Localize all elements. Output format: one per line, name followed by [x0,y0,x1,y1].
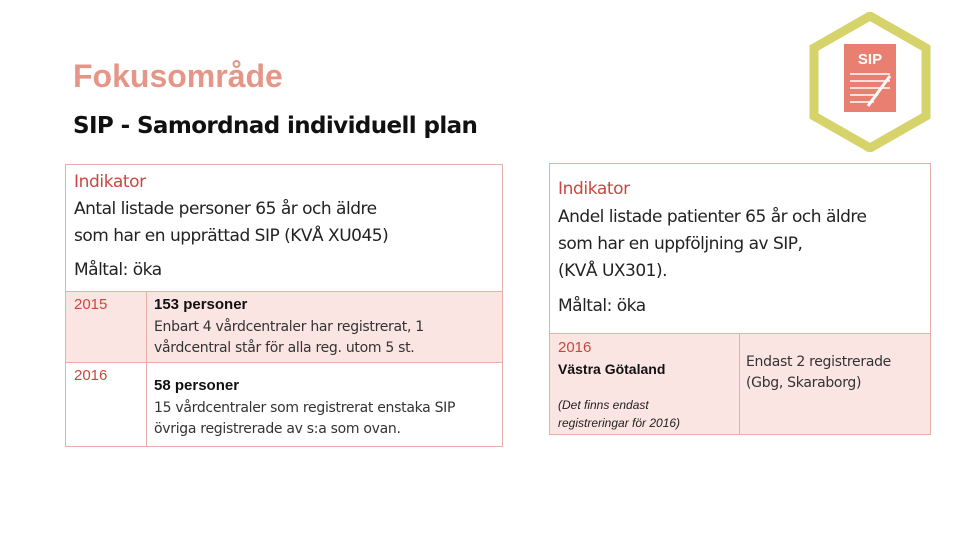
left-card-header [66,165,502,291]
row-result [746,352,891,394]
target-text: Måltal: öka [558,296,646,316]
right-indicator-card [549,163,931,435]
indicator-line-3: (KVÅ UX301). [558,261,668,281]
document-icon [844,44,896,112]
indicator-line-1: Andel listade patienter 65 år och äldre [558,207,867,227]
row-result-line-1: Endast 2 registrerade [746,354,891,370]
indicator-label: Indikator [74,172,146,192]
row-year: 2015 [74,296,108,313]
page-title: Fokusområde [73,58,283,94]
row-year: 2016 [558,339,592,356]
target-text: Måltal: öka [74,260,162,280]
column-divider [146,363,147,446]
page-subtitle: SIP - Samordnad individuell plan [73,113,478,139]
row-year: 2016 [74,367,108,384]
row-note-line-2: registreringar för 2016) [558,416,681,430]
row-description-line-2: vårdcentral står för alla reg. utom 5 st. [154,340,415,356]
indicator-label: Indikator [558,179,630,199]
region-label: Västra Götaland [558,361,666,377]
row-description-line-1: Enbart 4 vårdcentraler har registrerat, 1 [154,319,424,335]
indicator-line-1: Antal listade personer 65 år och äldre [74,199,377,219]
column-divider [146,292,147,363]
indicator-line-2: som har en upprättad SIP (KVÅ XU045) [74,226,389,246]
row-headline: 153 personer [154,296,248,313]
indicator-line-2: som har en uppföljning av SIP, [558,234,803,254]
row-note [558,396,680,432]
row-headline: 58 personer [154,377,240,394]
table-row [66,291,502,363]
sip-logo [808,12,932,152]
table-row [550,333,930,434]
table-row [66,362,502,446]
row-result-line-2: (Gbg, Skaraborg) [746,375,862,391]
left-indicator-card [65,164,503,447]
row-note-line-1: (Det finns endast [558,398,649,412]
row-description-line-1: 15 vårdcentraler som registrerat enstaka SIP [154,400,456,416]
column-divider [739,334,740,434]
svg-text:SIP: SIP [857,51,883,68]
row-description-line-2: övriga registrerade av s:a som ovan. [154,421,401,437]
right-card-header [550,164,930,333]
